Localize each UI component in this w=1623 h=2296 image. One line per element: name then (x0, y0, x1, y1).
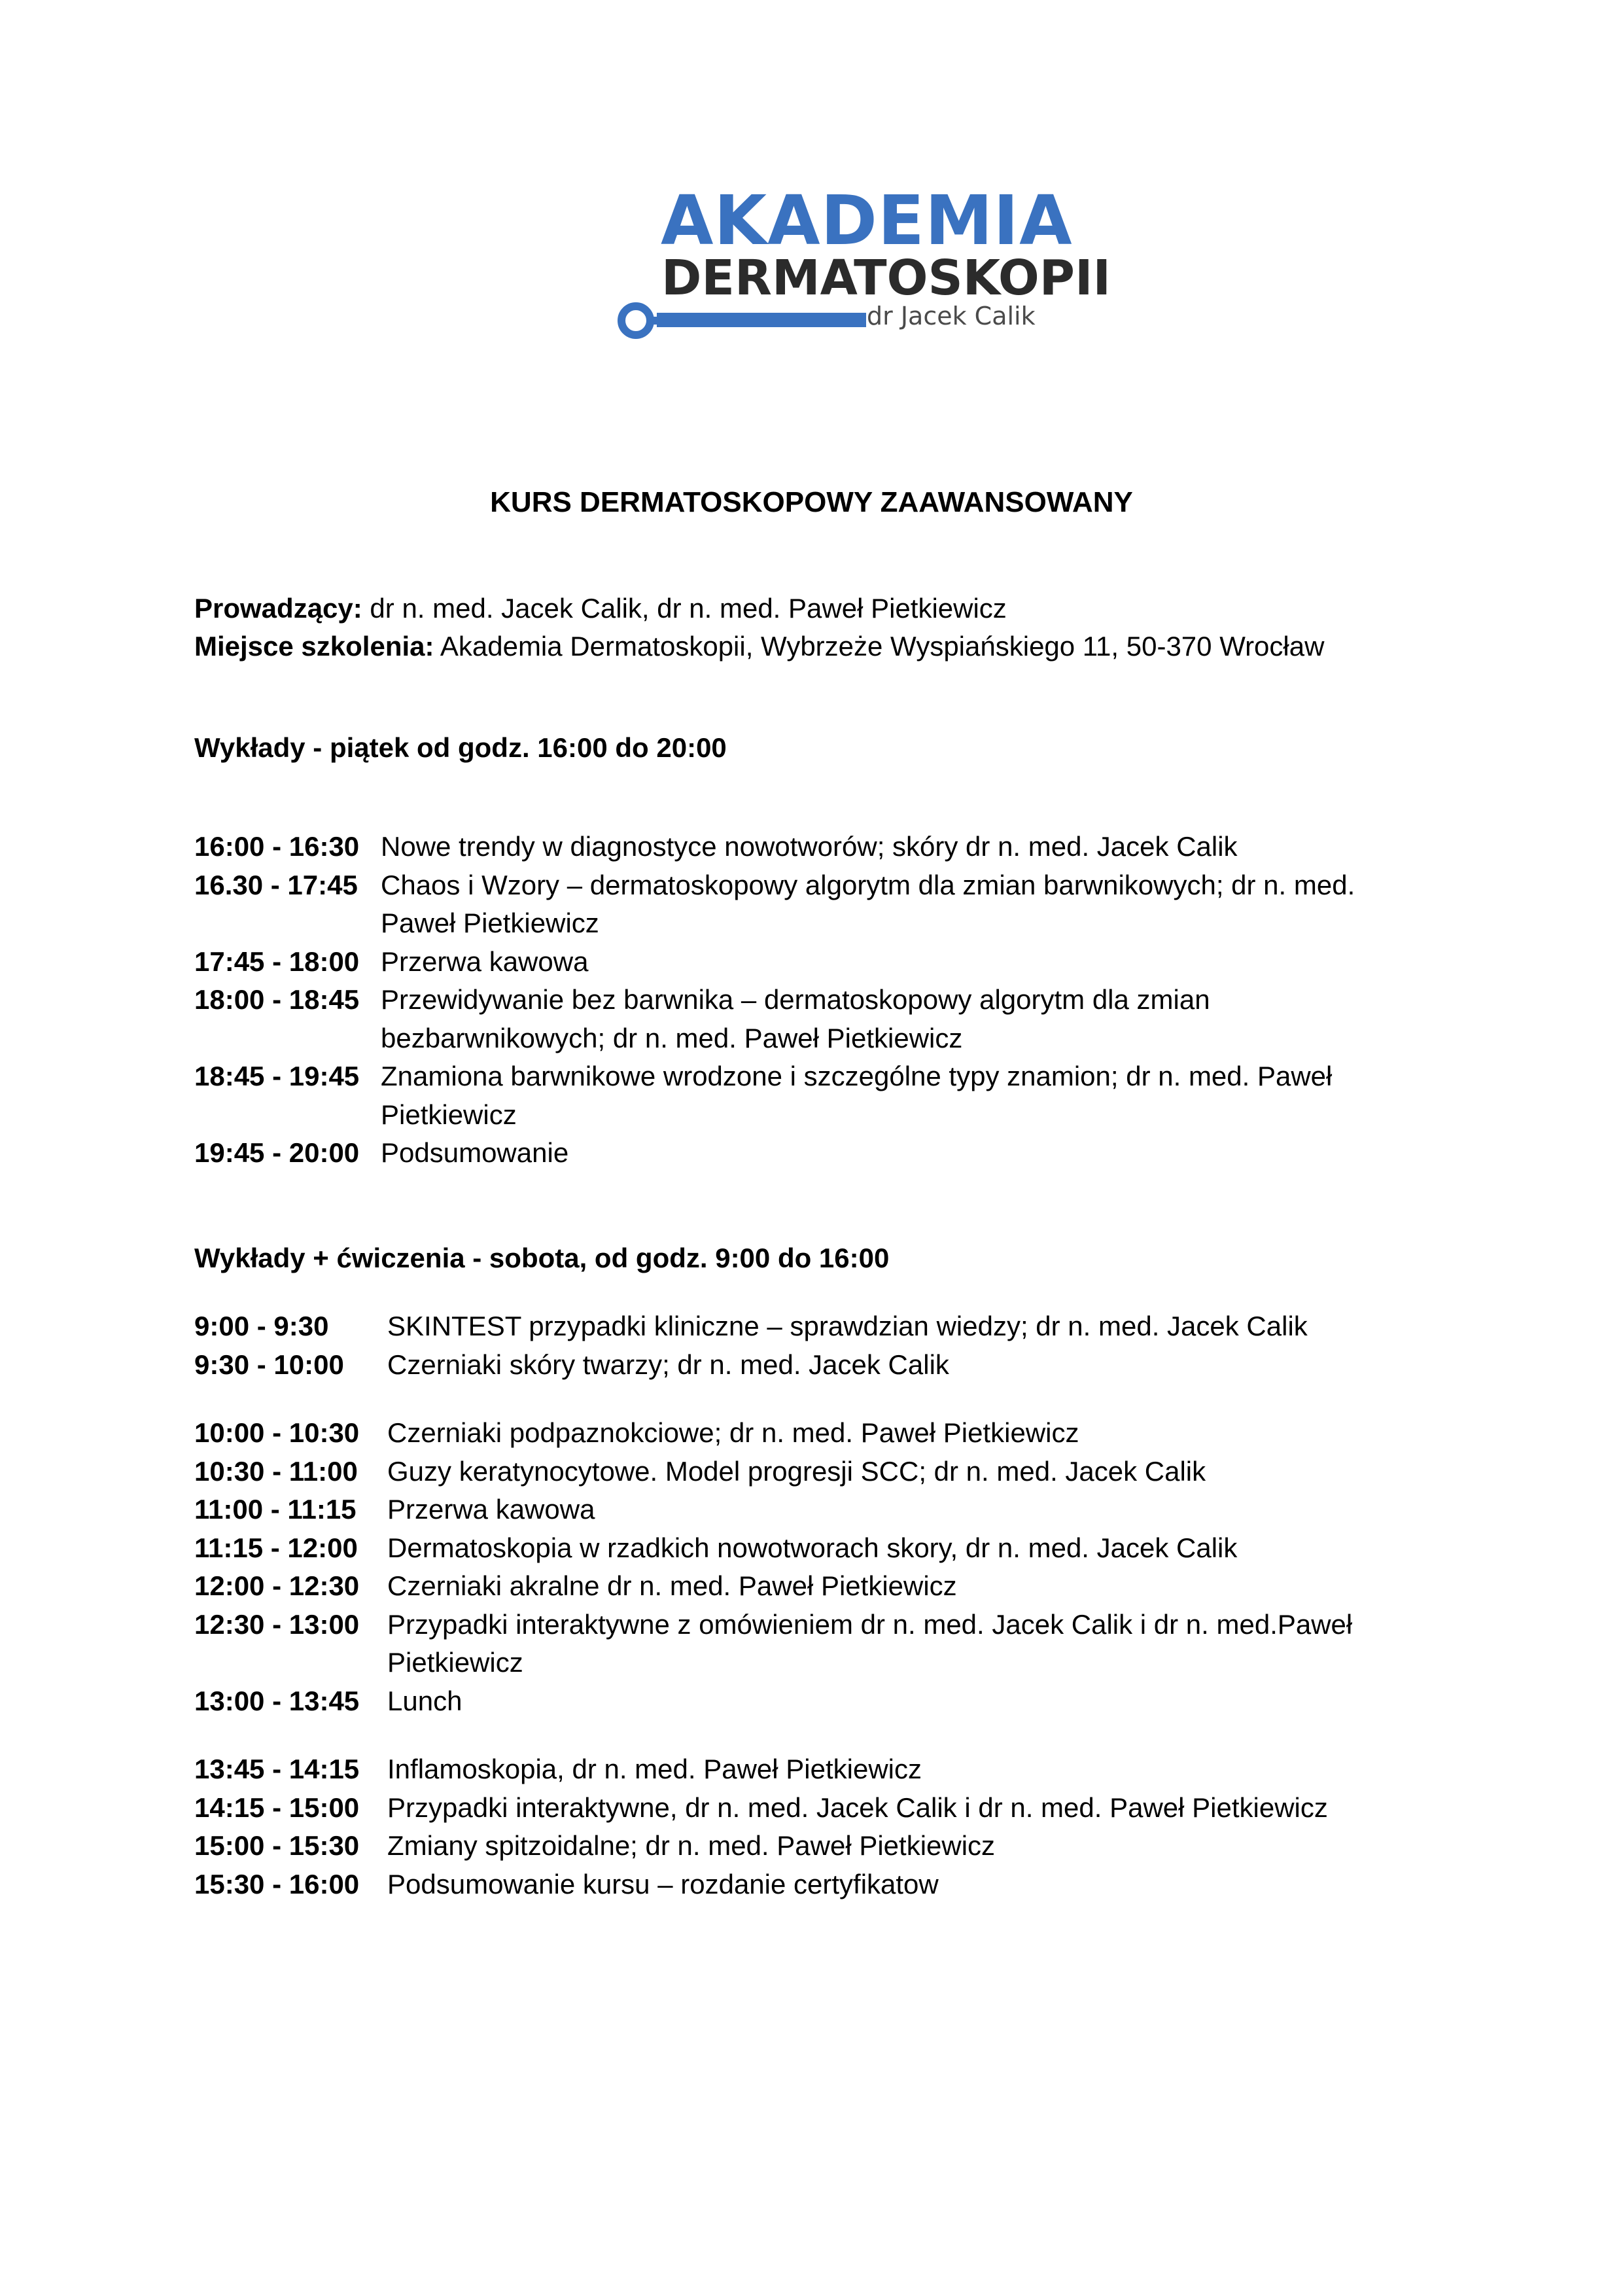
schedule-time: 10:00 - 10:30 (194, 1417, 360, 1448)
schedule-text: SKINTEST przypadki kliniczne – sprawdzian wiedzy; dr n. med. Jacek Calik (387, 1311, 1308, 1341)
schedule-row (194, 1827, 1437, 1865)
schedule-time: 15:30 - 16:00 (194, 1868, 360, 1899)
friday-heading: Wykłady - piątek od godz. 16:00 do 20:00 (194, 732, 727, 763)
friday-schedule (194, 828, 1424, 1173)
schedule-text: Przewidywanie bez barwnika – dermatoskopowy algorytm dla zmian bezbarwnikowych; dr n. med. Paweł Pietkiewicz (381, 984, 1210, 1053)
schedule-row (194, 981, 1424, 1057)
schedule-text: Lunch (387, 1685, 462, 1716)
schedule-row (194, 1491, 1437, 1529)
schedule-row (194, 866, 1424, 943)
schedule-time: 14:15 - 15:00 (194, 1792, 360, 1823)
lecturers-value: dr n. med. Jacek Calik, dr n. med. Paweł Pietkiewicz (362, 593, 1007, 624)
schedule-spacer (194, 1384, 1437, 1414)
schedule-row (194, 1414, 1437, 1453)
logo-text-dermatoskopii: DERMATOSKOPII (661, 250, 1111, 306)
schedule-text: Nowe trendy w diagnostyce nowotworów; skóry dr n. med. Jacek Calik (381, 831, 1238, 862)
schedule-time: 16.30 - 17:45 (194, 869, 358, 900)
schedule-text: Przerwa kawowa (381, 945, 589, 977)
schedule-text: Inflamoskopia, dr n. med. Paweł Pietkiewicz (387, 1754, 922, 1784)
schedule-time: 12:30 - 13:00 (194, 1608, 360, 1640)
schedule-row (194, 1307, 1437, 1346)
place-value: Akademia Dermatoskopii, Wybrzeże Wyspiańskiego 11, 50-370 Wrocław (434, 631, 1325, 662)
schedule-time: 19:45 - 20:00 (194, 1137, 360, 1168)
schedule-row (194, 1567, 1437, 1606)
schedule-time: 18:45 - 19:45 (194, 1061, 360, 1091)
schedule-text: Znamiona barwnikowe wrodzone i szczególne typy znamion; dr n. med. Paweł Pietkiewicz (381, 1061, 1333, 1130)
schedule-text: Dermatoskopia w rzadkich nowotworach skory, dr n. med. Jacek Calik (387, 1532, 1238, 1563)
schedule-row (194, 1865, 1437, 1904)
document-title: KURS DERMATOSKOPOWY ZAAWANSOWANY (490, 486, 1133, 518)
schedule-row (194, 1346, 1437, 1385)
place-label: Miejsce szkolenia: (194, 631, 434, 662)
logo-text-author: dr Jacek Calik (867, 302, 1036, 330)
schedule-time: 11:00 - 11:15 (194, 1494, 357, 1525)
lecturers-label: Prowadzący: (194, 593, 362, 624)
schedule-time: 9:00 - 9:30 (194, 1311, 329, 1341)
schedule-text: Guzy keratynocytowe. Model progresji SCC; dr n. med. Jacek Calik (387, 1455, 1206, 1487)
schedule-text: Przypadki interaktywne z omówieniem dr n. med. Jacek Calik i dr n. med.Paweł Pietkiewicz (387, 1608, 1353, 1678)
schedule-time: 16:00 - 16:30 (194, 831, 360, 862)
schedule-row (194, 1134, 1424, 1173)
schedule-text: Podsumowanie (381, 1137, 569, 1168)
saturday-schedule (194, 1307, 1437, 1903)
schedule-text: Podsumowanie kursu – rozdanie certyfikatow (387, 1868, 939, 1899)
schedule-row (194, 1453, 1437, 1491)
saturday-heading: Wykłady + ćwiczenia - sobota, od godz. 9:00 do 16:00 (194, 1243, 890, 1273)
schedule-text: Przypadki interaktywne, dr n. med. Jacek Calik i dr n. med. Paweł Pietkiewicz (387, 1792, 1328, 1823)
schedule-time: 13:00 - 13:45 (194, 1685, 360, 1716)
schedule-time: 15:00 - 15:30 (194, 1830, 360, 1861)
place-line (194, 628, 1476, 665)
schedule-time: 17:45 - 18:00 (194, 945, 360, 977)
lecturers-line (194, 590, 1476, 627)
schedule-time: 18:00 - 18:45 (194, 984, 360, 1015)
schedule-time: 13:45 - 14:15 (194, 1754, 360, 1784)
schedule-time: 10:30 - 11:00 (194, 1455, 358, 1487)
schedule-row (194, 1682, 1437, 1721)
schedule-text: Zmiany spitzoidalne; dr n. med. Paweł Pietkiewicz (387, 1830, 996, 1861)
schedule-text: Czerniaki skóry twarzy; dr n. med. Jacek Calik (387, 1349, 949, 1380)
schedule-row (194, 943, 1424, 981)
dermatoscope-icon (615, 298, 870, 344)
schedule-text: Czerniaki akralne dr n. med. Paweł Pietkiewicz (387, 1570, 957, 1601)
schedule-text: Czerniaki podpaznokciowe; dr n. med. Paweł Pietkiewicz (387, 1417, 1079, 1448)
schedule-row (194, 1529, 1437, 1568)
schedule-time: 9:30 - 10:00 (194, 1349, 344, 1380)
schedule-row (194, 1057, 1424, 1134)
schedule-row (194, 1789, 1437, 1828)
schedule-time: 12:00 - 12:30 (194, 1570, 360, 1601)
schedule-text: Przerwa kawowa (387, 1494, 595, 1525)
schedule-spacer (194, 1720, 1437, 1750)
schedule-time: 11:15 - 12:00 (194, 1532, 358, 1563)
schedule-row (194, 828, 1424, 866)
logo-text-akademia: AKADEMIA (661, 181, 1073, 260)
schedule-row (194, 1750, 1437, 1789)
schedule-text: Chaos i Wzory – dermatoskopowy algorytm dla zmian barwnikowych; dr n. med. Paweł Pietkiewicz (381, 869, 1355, 938)
logo (615, 181, 1111, 350)
schedule-row (194, 1606, 1437, 1682)
